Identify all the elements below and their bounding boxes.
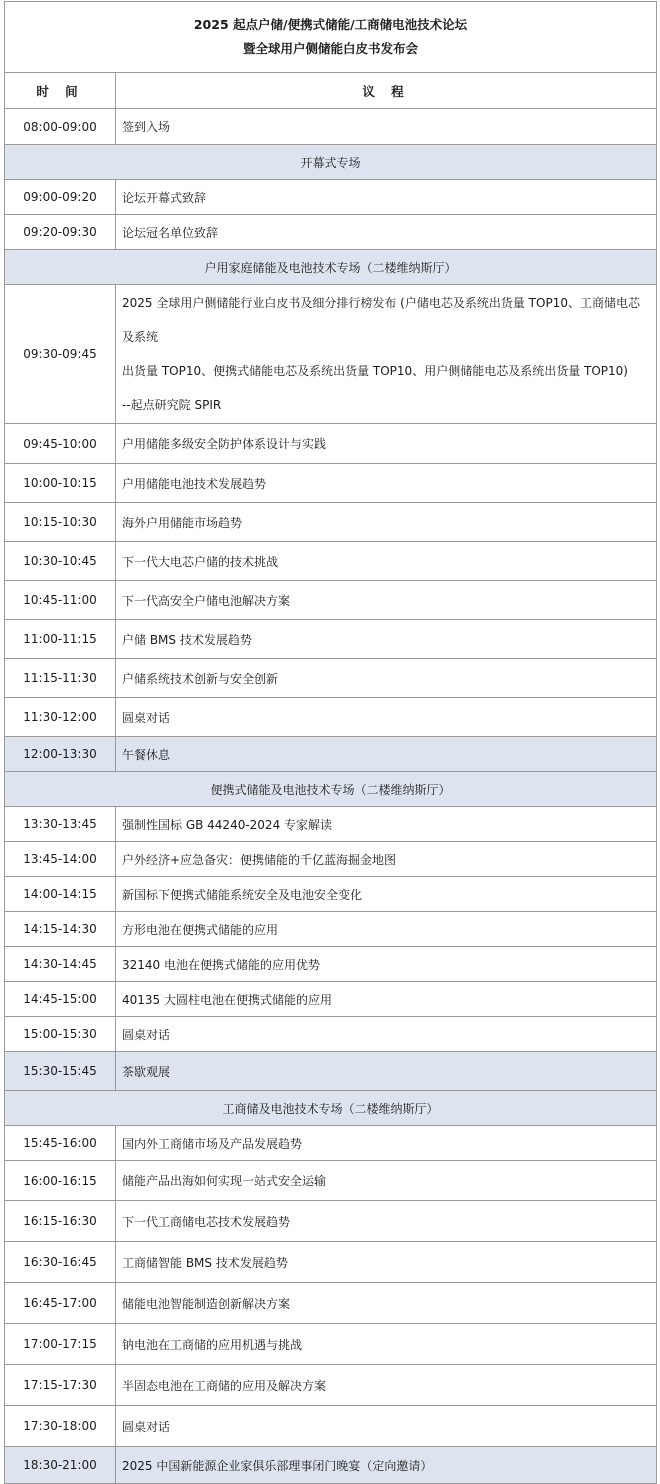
- agenda-row: [5, 1201, 657, 1242]
- column-header-topic: 议 程: [116, 73, 657, 109]
- topic-cell: 论坛冠名单位致辞: [116, 215, 657, 250]
- topic-cell: 储能电池智能制造创新解决方案: [116, 1283, 657, 1324]
- topic-cell: 户储 BMS 技术发展趋势: [116, 620, 657, 659]
- column-header-time: 时 间: [5, 73, 116, 109]
- section-header-row: [5, 772, 657, 807]
- section-header-row: [5, 1091, 657, 1126]
- title-row: [5, 2, 657, 73]
- agenda-row: [5, 947, 657, 982]
- time-cell: 13:30-13:45: [5, 807, 116, 842]
- time-cell: 09:20-09:30: [5, 215, 116, 250]
- time-cell: 14:15-14:30: [5, 912, 116, 947]
- break-row: [5, 1447, 657, 1484]
- time-cell: 15:00-15:30: [5, 1017, 116, 1052]
- agenda-row: [5, 542, 657, 581]
- time-cell: 10:00-10:15: [5, 464, 116, 503]
- agenda-row: [5, 285, 657, 424]
- time-cell: 11:00-11:15: [5, 620, 116, 659]
- time-cell: 11:30-12:00: [5, 698, 116, 737]
- break-row: [5, 737, 657, 772]
- time-cell: 13:45-14:00: [5, 842, 116, 877]
- time-cell: 11:15-11:30: [5, 659, 116, 698]
- topic-cell: 圆桌对话: [116, 698, 657, 737]
- topic-cell: 海外户用储能市场趋势: [116, 503, 657, 542]
- time-cell: 17:00-17:15: [5, 1324, 116, 1365]
- topic-cell: 户用储能电池技术发展趋势: [116, 464, 657, 503]
- topic-cell: 午餐休息: [116, 737, 657, 772]
- break-row: [5, 1052, 657, 1091]
- time-cell: 15:30-15:45: [5, 1052, 116, 1091]
- section-title: 工商储及电池技术专场（二楼维纳斯厅）: [5, 1091, 657, 1126]
- agenda-row: [5, 877, 657, 912]
- agenda-row: [5, 1242, 657, 1283]
- agenda-body: [5, 109, 657, 1484]
- topic-cell: 圆桌对话: [116, 1406, 657, 1447]
- section-title: 便携式储能及电池技术专场（二楼维纳斯厅）: [5, 772, 657, 807]
- agenda-row: [5, 215, 657, 250]
- topic-line: 出货量 TOP10、便携式储能电芯及系统出货量 TOP10、用户侧储能电芯及系统出货量 TOP10): [122, 364, 628, 378]
- topic-cell: 工商储智能 BMS 技术发展趋势: [116, 1242, 657, 1283]
- topic-cell: 钠电池在工商储的应用机遇与挑战: [116, 1324, 657, 1365]
- agenda-row: [5, 842, 657, 877]
- topic-cell: 方形电池在便携式储能的应用: [116, 912, 657, 947]
- time-cell: 14:30-14:45: [5, 947, 116, 982]
- agenda-row: [5, 659, 657, 698]
- topic-cell: 国内外工商储市场及产品发展趋势: [116, 1126, 657, 1161]
- time-cell: 10:15-10:30: [5, 503, 116, 542]
- topic-cell: 下一代大电芯户储的技术挑战: [116, 542, 657, 581]
- time-cell: 18:30-21:00: [5, 1447, 116, 1484]
- agenda-row: [5, 1324, 657, 1365]
- time-cell: 16:30-16:45: [5, 1242, 116, 1283]
- agenda-table: [4, 1, 657, 1484]
- title-line-1: 2025 起点户储/便携式储能/工商储电池技术论坛: [193, 17, 468, 32]
- agenda-row: [5, 581, 657, 620]
- agenda-row: [5, 109, 657, 145]
- time-cell: 10:30-10:45: [5, 542, 116, 581]
- agenda-row: [5, 1406, 657, 1447]
- topic-cell: 茶歇观展: [116, 1052, 657, 1091]
- agenda-row: [5, 1017, 657, 1052]
- title-line-2: 暨全球用户侧储能白皮书发布会: [242, 41, 418, 56]
- agenda-row: [5, 1365, 657, 1406]
- topic-cell: 签到入场: [116, 109, 657, 145]
- topic-cell: 储能产品出海如何实现一站式安全运输: [116, 1161, 657, 1201]
- agenda-row: [5, 464, 657, 503]
- topic-cell: 圆桌对话: [116, 1017, 657, 1052]
- agenda-row: [5, 698, 657, 737]
- time-cell: 17:15-17:30: [5, 1365, 116, 1406]
- agenda-row: [5, 1161, 657, 1201]
- time-cell: 08:00-09:00: [5, 109, 116, 145]
- topic-cell: 2025 中国新能源企业家俱乐部理事闭门晚宴（定向邀请）: [116, 1447, 657, 1484]
- time-cell: 16:15-16:30: [5, 1201, 116, 1242]
- section-title: 开幕式专场: [5, 145, 657, 180]
- topic-line: 2025 全球用户侧储能行业白皮书及细分排行榜发布 (户储电芯及系统出货量 TOP10、工商储电芯及系统: [122, 296, 640, 344]
- agenda-title: [5, 2, 657, 73]
- time-cell: 09:45-10:00: [5, 424, 116, 464]
- agenda-row: [5, 1126, 657, 1161]
- agenda-row: [5, 620, 657, 659]
- topic-cell: 40135 大圆柱电池在便携式储能的应用: [116, 982, 657, 1017]
- agenda-row: [5, 180, 657, 215]
- time-cell: 09:30-09:45: [5, 285, 116, 424]
- agenda-row: [5, 503, 657, 542]
- header-row: [5, 73, 657, 109]
- topic-cell: 半固态电池在工商储的应用及解决方案: [116, 1365, 657, 1406]
- agenda-row: [5, 424, 657, 464]
- topic-cell: 32140 电池在便携式储能的应用优势: [116, 947, 657, 982]
- time-cell: 12:00-13:30: [5, 737, 116, 772]
- agenda-row: [5, 912, 657, 947]
- section-title: 户用家庭储能及电池技术专场（二楼维纳斯厅）: [5, 250, 657, 285]
- topic-cell: 户储系统技术创新与安全创新: [116, 659, 657, 698]
- time-cell: 16:45-17:00: [5, 1283, 116, 1324]
- topic-cell: 下一代高安全户储电池解决方案: [116, 581, 657, 620]
- time-cell: 16:00-16:15: [5, 1161, 116, 1201]
- agenda-row: [5, 807, 657, 842]
- topic-cell: 户用储能多级安全防护体系设计与实践: [116, 424, 657, 464]
- section-header-row: [5, 250, 657, 285]
- topic-cell: 新国标下便携式储能系统安全及电池安全变化: [116, 877, 657, 912]
- time-cell: 14:45-15:00: [5, 982, 116, 1017]
- section-header-row: [5, 145, 657, 180]
- topic-line: --起点研究院 SPIR: [122, 398, 222, 412]
- time-cell: 17:30-18:00: [5, 1406, 116, 1447]
- topic-cell: 下一代工商储电芯技术发展趋势: [116, 1201, 657, 1242]
- time-cell: 14:00-14:15: [5, 877, 116, 912]
- agenda-row: [5, 982, 657, 1017]
- topic-cell: 户外经济+应急备灾：便携储能的千亿蓝海掘金地图: [116, 842, 657, 877]
- topic-cell: 强制性国标 GB 44240-2024 专家解读: [116, 807, 657, 842]
- time-cell: 15:45-16:00: [5, 1126, 116, 1161]
- agenda-row: [5, 1283, 657, 1324]
- time-cell: 10:45-11:00: [5, 581, 116, 620]
- time-cell: 09:00-09:20: [5, 180, 116, 215]
- topic-cell: 论坛开幕式致辞: [116, 180, 657, 215]
- topic-cell: [116, 285, 657, 424]
